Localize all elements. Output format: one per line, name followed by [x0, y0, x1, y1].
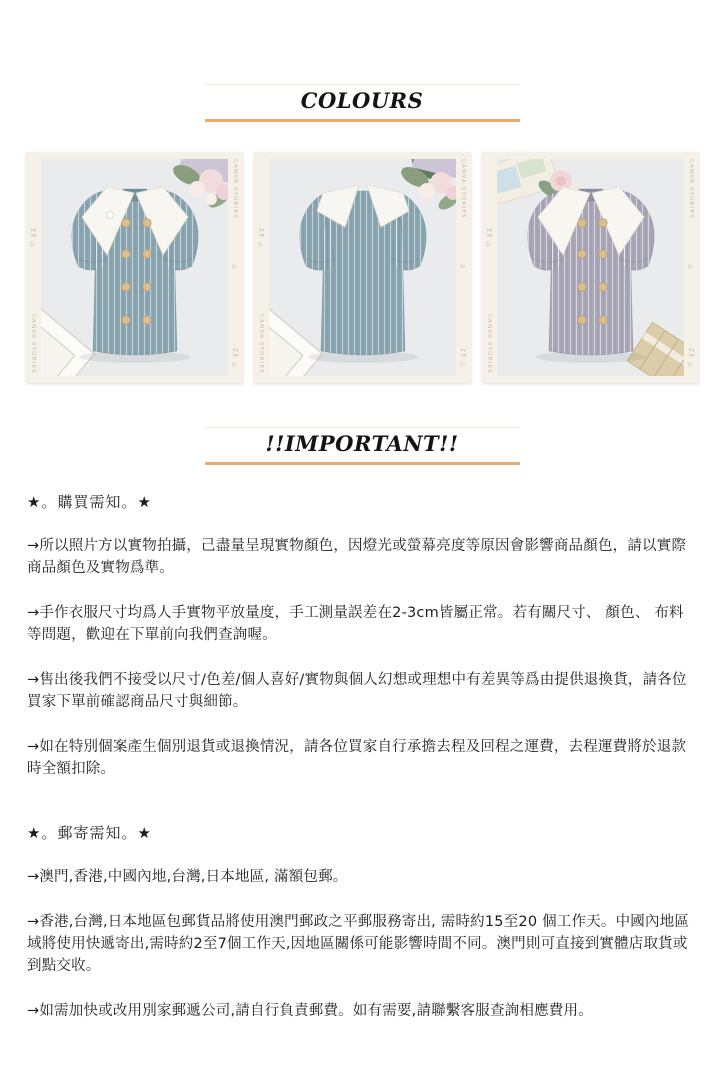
scroll-prop [627, 322, 684, 376]
film-triangle-icon: ▷ [687, 262, 695, 272]
fabric-texture [299, 191, 425, 355]
product-photo-blue-back [254, 152, 471, 383]
film-frame-number: 23 ▷ [459, 347, 467, 370]
film-frame-number: 23 ▷ [29, 228, 37, 250]
film-triangle-icon: ▷ [231, 262, 239, 272]
film-edge-right [456, 152, 471, 383]
colours-section-header [205, 0, 520, 122]
film-brand-label: CANVA STORIES [688, 158, 694, 219]
important-title: !!IMPORTANT!! [265, 431, 459, 456]
picture-frame-prop [41, 289, 95, 376]
film-edge-left [26, 152, 41, 383]
photo-area [41, 159, 228, 376]
collar-button [106, 212, 113, 219]
shipping-note-1: →澳門,香港,中國內地,台灣,日本地區, 滿額包郵。 [27, 869, 348, 886]
film-edge-left [254, 152, 269, 383]
purchase-note-2: →手作衣服尺寸均爲人手實物平放量度，手工測量誤差在2-3cm皆屬正常。若有關尺寸、 顏色、 布料等問題，歡迎在下單前向我們查詢喔。 [27, 605, 684, 644]
shipping-note-2: →香港,台灣,日本地區包郵貨品將使用澳門郵政之平郵服務寄出, 需時約15至20 個工作天。中國內地區域將使用快遞寄出,需時約2至7個工作天,因地區關係可能影響時間不同。澳門則可直接到實體店取貨或到點交收。 [27, 914, 690, 975]
purchase-notes-heading: ★。購買需知。★ [27, 493, 152, 511]
film-brand-label: CANVA STORIES [486, 313, 492, 374]
shirt-front [527, 187, 653, 355]
shipping-notes-heading: ★。郵寄需知。★ [27, 824, 152, 843]
header-top-divider [205, 427, 520, 428]
film-brand-label: CANVA STORIES [232, 158, 238, 219]
blue-back-illustration [269, 159, 456, 376]
film-frame-number: 23 ▷ [485, 228, 493, 250]
film-triangle-icon: ▷ [459, 262, 467, 272]
important-section-header [205, 427, 520, 465]
film-brand-label: CANVA STORIES [460, 158, 466, 219]
picture-frame-prop [269, 289, 323, 376]
header-top-divider [205, 84, 520, 85]
film-frame-number: 23 ▷ [257, 228, 265, 250]
product-photo-row [0, 152, 724, 383]
product-photo-blue-front [26, 152, 243, 383]
important-accent-underline [205, 462, 520, 465]
film-edge-left [482, 152, 497, 383]
film-brand-label: CANVA STORIES [258, 313, 264, 374]
photo-area [269, 159, 456, 376]
film-edge-right [228, 152, 243, 383]
colours-title: COLOURS [300, 88, 424, 113]
shirt-front [71, 187, 197, 355]
purchase-note-3: →售出後我們不接受以尺寸/色差/個人喜好/實物與個人幻想或理想中有差異等爲由提供退換貨，請各位買家下單前確認商品尺寸與細節。 [27, 672, 687, 711]
film-frame-number: 23 ▷ [687, 347, 695, 370]
photo-area [497, 159, 684, 376]
product-photo-lavender-front [482, 152, 699, 383]
notes-section [0, 491, 724, 1082]
shipping-note-3: →如需加快或改用別家郵遞公司,請自行負責郵費。如有需要,請聯繫客服查詢相應費用。 [27, 1003, 593, 1020]
film-frame-number: 23 ▷ [231, 347, 239, 370]
film-brand-label: CANVA STORIES [30, 313, 36, 374]
lavender-front-illustration [497, 159, 684, 376]
film-edge-right [684, 152, 699, 383]
purchase-note-4: →如在特別個案產生個別退貨或退換情況，請各位買家自行承擔去程及回程之運費，去程運費將於退款時全額扣除。 [27, 739, 687, 778]
colours-accent-underline [205, 119, 520, 122]
shirt-back [299, 185, 425, 355]
blue-front-illustration [41, 159, 228, 376]
purchase-note-1: →所以照片方以實物拍攝，己盡量呈現實物顏色，因燈光或螢幕亮度等原因會影響商品顏色，請以實際商品顏色及實物爲準。 [27, 538, 687, 577]
